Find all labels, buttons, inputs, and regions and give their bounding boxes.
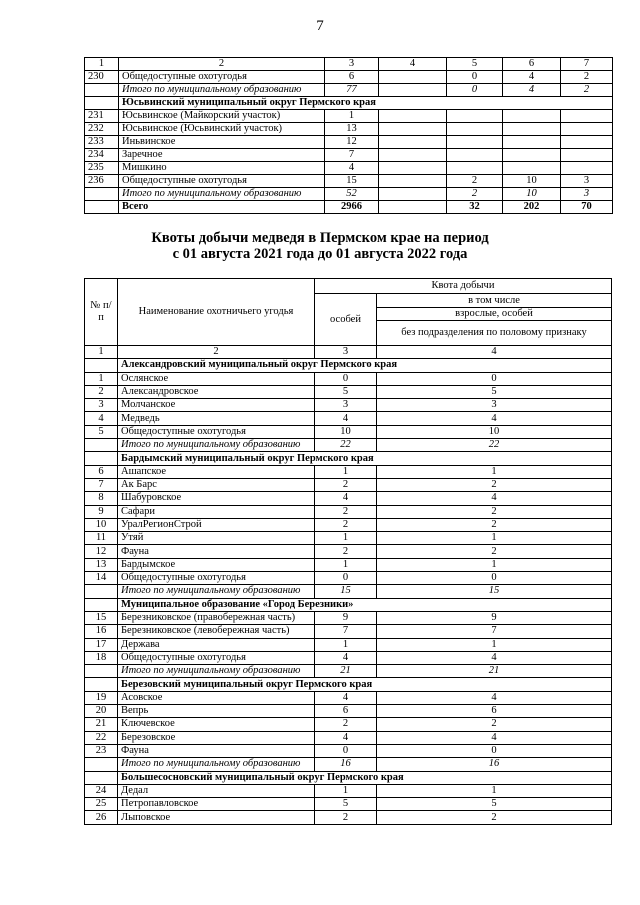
quota-value (379, 175, 447, 188)
column-number: 3 (325, 58, 379, 71)
quota-individuals: 4 (315, 731, 377, 744)
quota-value: 32 (447, 201, 503, 214)
row-number: 16 (85, 625, 118, 638)
quota-individuals: 4 (315, 492, 377, 505)
hunting-ground-name: Асовское (118, 691, 315, 704)
header-quota: Квота добычи (315, 279, 612, 294)
hunting-ground-name: Итого по муниципальному образованию (118, 439, 315, 452)
header-including: в том числе (377, 294, 612, 308)
hunting-ground-name: Юсьвинское (Юсьвинский участок) (119, 123, 325, 136)
quota-value (447, 123, 503, 136)
table-row (85, 123, 613, 136)
quota-individuals: 2 (315, 478, 377, 491)
table-row (85, 385, 612, 398)
quota-adults: 15 (377, 585, 612, 598)
hunting-ground-name: Александровское (118, 385, 315, 398)
hunting-ground-name: Общедоступные охотугодья (118, 572, 315, 585)
quota-value (561, 110, 613, 123)
hunting-ground-name: Общедоступные охотугодья (119, 71, 325, 84)
quota-individuals: 4 (315, 412, 377, 425)
row-number: 5 (85, 425, 118, 438)
table-row (85, 718, 612, 731)
quota-adults: 7 (377, 625, 612, 638)
bear-quota-table (84, 278, 612, 825)
hunting-ground-name: Фауна (118, 744, 315, 757)
table-row (85, 731, 612, 744)
quota-individuals: 9 (315, 611, 377, 624)
quota-value (379, 123, 447, 136)
hunting-ground-name: Итого по муниципальному образованию (119, 84, 325, 97)
quota-adults: 9 (377, 611, 612, 624)
table-row (85, 705, 612, 718)
table-row (85, 518, 612, 531)
quota-value (503, 136, 561, 149)
hunting-ground-name: Петропавловское (118, 798, 315, 811)
section-row (85, 598, 612, 611)
quota-value: 2 (561, 71, 613, 84)
row-number: 1 (85, 372, 118, 385)
quota-individuals: 2 (315, 518, 377, 531)
row-number: 7 (85, 478, 118, 491)
table-header-row (85, 58, 613, 71)
hunting-ground-name: Ключевское (118, 718, 315, 731)
hunting-ground-name: Держава (118, 638, 315, 651)
table-row (85, 691, 612, 704)
table-row (85, 175, 613, 188)
quota-table-continued-body (85, 58, 613, 214)
row-number: 235 (85, 162, 119, 175)
hunting-ground-name: Общедоступные охотугодья (119, 175, 325, 188)
quota-value: 12 (325, 136, 379, 149)
row-number: 231 (85, 110, 119, 123)
quota-value (447, 162, 503, 175)
table-row (85, 744, 612, 757)
quota-value (447, 149, 503, 162)
quota-adults: 0 (377, 372, 612, 385)
hunting-ground-name: УралРегионСтрой (118, 518, 315, 531)
table-row (85, 372, 612, 385)
hunting-ground-name: Всего (119, 201, 325, 214)
table-row (85, 758, 612, 771)
quota-value: 2966 (325, 201, 379, 214)
row-number: 19 (85, 691, 118, 704)
row-number: 234 (85, 149, 119, 162)
hunting-ground-name: Дедал (118, 784, 315, 797)
quota-value: 4 (503, 84, 561, 97)
title-line-1: Квоты добычи медведя в Пермском крае на период (151, 230, 489, 246)
quota-adults: 10 (377, 425, 612, 438)
quota-value (379, 84, 447, 97)
section-row (85, 452, 612, 465)
quota-individuals: 1 (315, 558, 377, 571)
quota-individuals: 21 (315, 665, 377, 678)
quota-individuals: 3 (315, 399, 377, 412)
quota-individuals: 2 (315, 718, 377, 731)
quota-value: 6 (325, 71, 379, 84)
page-number: 7 (316, 18, 324, 34)
header-hunting-ground: Наименование охотничьего угодья (118, 279, 315, 346)
quota-adults: 2 (377, 811, 612, 824)
row-number: 2 (85, 385, 118, 398)
row-number: 233 (85, 136, 119, 149)
quota-value (379, 71, 447, 84)
row-number: 21 (85, 718, 118, 731)
section-row (85, 678, 612, 691)
hunting-ground-name: Итого по муниципальному образованию (118, 758, 315, 771)
quota-adults: 1 (377, 532, 612, 545)
quota-individuals: 5 (315, 798, 377, 811)
table-row (85, 136, 613, 149)
quota-individuals: 0 (315, 372, 377, 385)
quota-individuals: 22 (315, 439, 377, 452)
quota-individuals: 2 (315, 811, 377, 824)
quota-adults: 1 (377, 784, 612, 797)
row-number: 23 (85, 744, 118, 757)
row-number (85, 665, 118, 678)
quota-adults: 6 (377, 705, 612, 718)
row-number: 14 (85, 572, 118, 585)
table-row (85, 465, 612, 478)
table-row (85, 585, 612, 598)
quota-value: 4 (503, 71, 561, 84)
column-number: 4 (379, 58, 447, 71)
table-row (85, 425, 612, 438)
quota-value (503, 149, 561, 162)
quota-adults: 16 (377, 758, 612, 771)
row-number: 15 (85, 611, 118, 624)
row-number: 25 (85, 798, 118, 811)
table-row (85, 492, 612, 505)
table-header-row (85, 279, 612, 294)
quota-value: 13 (325, 123, 379, 136)
quota-adults: 3 (377, 399, 612, 412)
column-number: 1 (85, 58, 119, 71)
table-row (85, 110, 613, 123)
hunting-ground-name: Иньвинское (119, 136, 325, 149)
quota-value: 10 (503, 175, 561, 188)
hunting-ground-name: Ашапское (118, 465, 315, 478)
quota-adults: 4 (377, 412, 612, 425)
quota-value (379, 149, 447, 162)
quota-value (503, 123, 561, 136)
quota-value: 2 (447, 188, 503, 201)
quota-value (379, 188, 447, 201)
row-number (85, 452, 118, 465)
quota-individuals: 15 (315, 585, 377, 598)
quota-value: 202 (503, 201, 561, 214)
hunting-ground-name: Сафари (118, 505, 315, 518)
quota-value (379, 136, 447, 149)
column-number: 2 (118, 346, 315, 359)
quota-adults: 2 (377, 505, 612, 518)
quota-individuals: 1 (315, 532, 377, 545)
quota-individuals: 4 (315, 651, 377, 664)
row-number: 26 (85, 811, 118, 824)
quota-individuals: 0 (315, 744, 377, 757)
row-number: 10 (85, 518, 118, 531)
table-row (85, 625, 612, 638)
quota-value: 1 (325, 110, 379, 123)
hunting-ground-name: Бардымское (118, 558, 315, 571)
section-row (85, 771, 612, 784)
quota-individuals: 1 (315, 638, 377, 651)
row-number (85, 678, 118, 691)
quota-adults: 0 (377, 572, 612, 585)
hunting-ground-name: Ослянское (118, 372, 315, 385)
section-title: Юсьвинский муниципальный округ Пермского края (119, 97, 613, 110)
table-row (85, 611, 612, 624)
quota-adults: 1 (377, 638, 612, 651)
quota-individuals: 2 (315, 545, 377, 558)
quota-value: 10 (503, 188, 561, 201)
hunting-ground-name: Медведь (118, 412, 315, 425)
table-row (85, 665, 612, 678)
hunting-ground-name: Итого по муниципальному образованию (118, 585, 315, 598)
row-number: 20 (85, 705, 118, 718)
section-title: Большесосновский муниципальный округ Пермского края (118, 771, 612, 784)
column-number: 6 (503, 58, 561, 71)
table-row (85, 84, 613, 97)
hunting-ground-name: Юсьвинское (Майкорский участок) (119, 110, 325, 123)
quota-value (561, 149, 613, 162)
quota-adults: 2 (377, 518, 612, 531)
quota-value (503, 110, 561, 123)
quota-individuals: 10 (315, 425, 377, 438)
section-title: Березовский муниципальный округ Пермского края (118, 678, 612, 691)
row-number (85, 84, 119, 97)
table-row (85, 478, 612, 491)
quota-adults: 4 (377, 731, 612, 744)
quota-individuals: 1 (315, 784, 377, 797)
quota-adults: 4 (377, 651, 612, 664)
quota-individuals: 0 (315, 572, 377, 585)
quota-adults: 22 (377, 439, 612, 452)
quota-individuals: 6 (315, 705, 377, 718)
table-row (85, 162, 613, 175)
row-number: 232 (85, 123, 119, 136)
section-row (85, 97, 613, 110)
row-number: 4 (85, 412, 118, 425)
table-row (85, 651, 612, 664)
quota-individuals: 16 (315, 758, 377, 771)
quota-individuals: 5 (315, 385, 377, 398)
row-number: 6 (85, 465, 118, 478)
hunting-ground-name: Итого по муниципальному образованию (119, 188, 325, 201)
quota-value: 15 (325, 175, 379, 188)
table-row (85, 201, 613, 214)
hunting-ground-name: Фауна (118, 545, 315, 558)
row-number: 8 (85, 492, 118, 505)
quota-value (561, 162, 613, 175)
quota-value: 0 (447, 71, 503, 84)
row-number (85, 585, 118, 598)
quota-adults: 2 (377, 478, 612, 491)
row-number (85, 201, 119, 214)
row-number: 12 (85, 545, 118, 558)
bear-quota-table-body (85, 279, 612, 825)
row-number (85, 758, 118, 771)
quota-value: 3 (561, 175, 613, 188)
quota-adults: 2 (377, 718, 612, 731)
quota-value: 77 (325, 84, 379, 97)
table-row (85, 558, 612, 571)
table-row (85, 784, 612, 797)
table-numbering-row (85, 346, 612, 359)
row-number (85, 439, 118, 452)
row-number: 24 (85, 784, 118, 797)
hunting-ground-name: Утяй (118, 532, 315, 545)
hunting-ground-name: Общедоступные охотугодья (118, 651, 315, 664)
column-number: 3 (315, 346, 377, 359)
quota-adults: 21 (377, 665, 612, 678)
table-row (85, 505, 612, 518)
quota-individuals: 1 (315, 465, 377, 478)
hunting-ground-name: Мишкино (119, 162, 325, 175)
quota-value (379, 110, 447, 123)
table-row (85, 798, 612, 811)
document-title (0, 230, 640, 262)
table-row (85, 532, 612, 545)
table-row (85, 439, 612, 452)
row-number: 236 (85, 175, 119, 188)
quota-value (561, 123, 613, 136)
table-row (85, 399, 612, 412)
quota-adults: 5 (377, 385, 612, 398)
column-number: 2 (119, 58, 325, 71)
hunting-ground-name: Ак Барс (118, 478, 315, 491)
hunting-ground-name: Итого по муниципальному образованию (118, 665, 315, 678)
table-row (85, 572, 612, 585)
column-number: 5 (447, 58, 503, 71)
quota-value (379, 201, 447, 214)
hunting-ground-name: Березниковское (левобережная часть) (118, 625, 315, 638)
quota-value: 3 (561, 188, 613, 201)
row-number: 9 (85, 505, 118, 518)
quota-individuals: 4 (315, 691, 377, 704)
header-number: № п/п (85, 279, 118, 346)
quota-value (447, 136, 503, 149)
quota-adults: 1 (377, 465, 612, 478)
row-number: 11 (85, 532, 118, 545)
quota-adults: 4 (377, 691, 612, 704)
quota-adults: 0 (377, 744, 612, 757)
quota-adults: 1 (377, 558, 612, 571)
quota-value (561, 136, 613, 149)
quota-value: 0 (447, 84, 503, 97)
quota-value: 2 (561, 84, 613, 97)
hunting-ground-name: Лыповское (118, 811, 315, 824)
quota-adults: 2 (377, 545, 612, 558)
quota-adults: 5 (377, 798, 612, 811)
header-adults: взрослые, особей (377, 308, 612, 321)
quota-individuals: 7 (315, 625, 377, 638)
table-row (85, 149, 613, 162)
quota-value (447, 110, 503, 123)
quota-value: 70 (561, 201, 613, 214)
column-number: 1 (85, 346, 118, 359)
row-number: 230 (85, 71, 119, 84)
table-row (85, 412, 612, 425)
table-row (85, 638, 612, 651)
quota-value: 52 (325, 188, 379, 201)
header-no-sex-division: без подразделения по половому признаку (377, 321, 612, 346)
quota-value (379, 162, 447, 175)
quota-table-continued (84, 57, 613, 214)
table-row (85, 811, 612, 824)
row-number: 3 (85, 399, 118, 412)
column-number: 7 (561, 58, 613, 71)
row-number (85, 598, 118, 611)
table-row (85, 545, 612, 558)
section-title: Бардымский муниципальный округ Пермского края (118, 452, 612, 465)
quota-value (503, 162, 561, 175)
quota-value: 2 (447, 175, 503, 188)
header-individuals: особей (315, 294, 377, 346)
hunting-ground-name: Вепрь (118, 705, 315, 718)
hunting-ground-name: Общедоступные охотугодья (118, 425, 315, 438)
hunting-ground-name: Березниковское (правобережная часть) (118, 611, 315, 624)
section-title: Муниципальное образование «Город Березники» (118, 598, 612, 611)
table-row (85, 71, 613, 84)
row-number: 17 (85, 638, 118, 651)
table-row (85, 188, 613, 201)
hunting-ground-name: Заречное (119, 149, 325, 162)
row-number: 22 (85, 731, 118, 744)
hunting-ground-name: Березовское (118, 731, 315, 744)
row-number: 13 (85, 558, 118, 571)
row-number: 18 (85, 651, 118, 664)
section-row (85, 359, 612, 372)
hunting-ground-name: Шабуровское (118, 492, 315, 505)
quota-value: 4 (325, 162, 379, 175)
title-line-2: с 01 августа 2021 года до 01 августа 2022 года (172, 246, 468, 262)
row-number (85, 771, 118, 784)
quota-value: 7 (325, 149, 379, 162)
hunting-ground-name: Молчанское (118, 399, 315, 412)
quota-individuals: 2 (315, 505, 377, 518)
column-number: 4 (377, 346, 612, 359)
section-title: Александровский муниципальный округ Пермского края (118, 359, 612, 372)
quota-adults: 4 (377, 492, 612, 505)
row-number (85, 359, 118, 372)
row-number (85, 97, 119, 110)
row-number (85, 188, 119, 201)
